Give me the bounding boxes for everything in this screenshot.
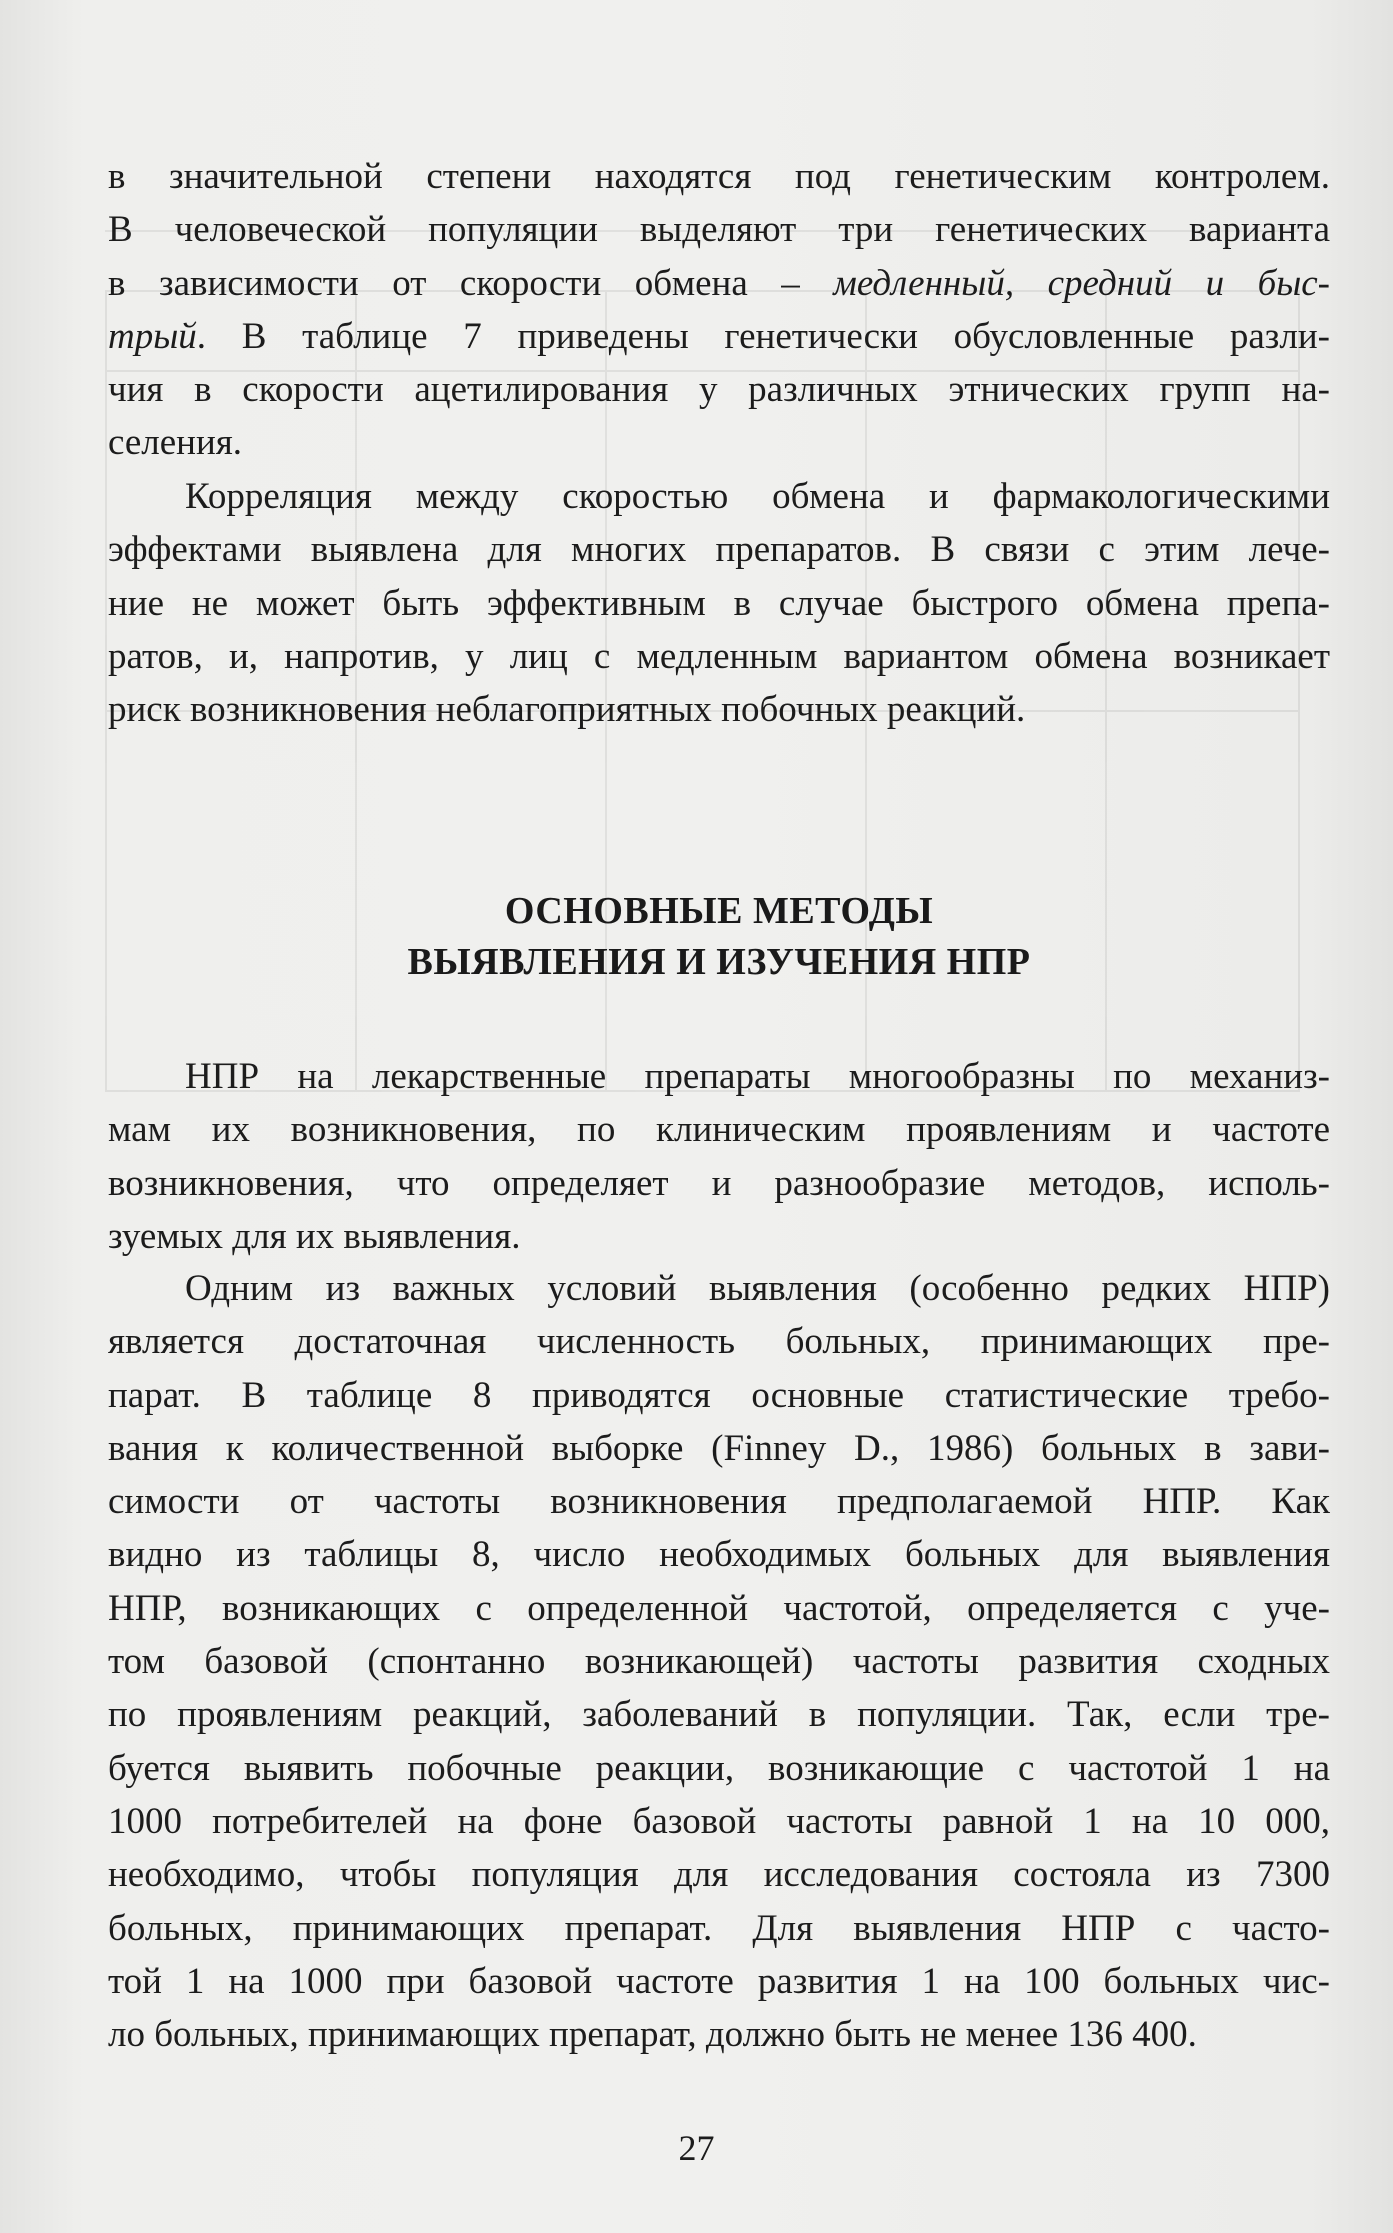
text-line: ние не может быть эффективным в случае быстрого обмена препа- <box>108 582 1330 624</box>
text-line: парат. В таблице 8 приводятся основные статистические требо- <box>108 1374 1330 1416</box>
heading-line: ОСНОВНЫЕ МЕТОДЫ <box>504 890 934 932</box>
text-line: селения. <box>108 422 243 464</box>
italic-text: трый <box>108 315 197 357</box>
text-line: эффектами выявлена для многих препаратов. В связи с этим лече- <box>108 529 1330 571</box>
text-line: зуемых для их выявления. <box>108 1215 521 1257</box>
text-line: больных, принимающих препарат. Для выявления НПР с часто- <box>108 1907 1330 1949</box>
heading-line: ВЫЯВЛЕНИЯ И ИЗУЧЕНИЯ НПР <box>407 941 1031 983</box>
paragraph-sample-size <box>108 1262 1330 2061</box>
italic-text: медленный, средний и быс- <box>833 262 1330 304</box>
text-line: НПР на лекарственные препараты многообразны по механиз- <box>185 1056 1330 1097</box>
text-line: буется выявить побочные реакции, возникающие с частотой 1 на <box>108 1747 1330 1789</box>
text-line: по проявлениям реакций, заболеваний в популяции. Так, если тре- <box>108 1694 1330 1736</box>
text-line: необходимо, чтобы популяция для исследования состояла из 7300 <box>108 1854 1330 1896</box>
text-line: ратов, и, напротив, у лиц с медленным вариантом обмена возникает <box>108 635 1330 677</box>
text-line: НПР, возникающих с определенной частотой, определяется с уче- <box>108 1587 1330 1629</box>
text-span: . В таблице 7 приведены генетически обусловленные разли- <box>196 315 1330 357</box>
text-line: возникновения, что определяет и разнообразие методов, исполь- <box>108 1162 1330 1204</box>
text-line: мам их возникновения, по клиническим проявлениям и частоте <box>108 1109 1330 1151</box>
page-number: 27 <box>678 2128 715 2168</box>
paragraph-adr-diversity <box>108 1050 1330 1263</box>
text-line: чия в скорости ацетилирования у различных этнических групп на- <box>108 369 1330 411</box>
text-line: является достаточная численность больных, принимающих пре- <box>108 1321 1330 1363</box>
text-line: В человеческой популяции выделяют три генетических варианта <box>108 209 1330 251</box>
text-span: в зависимости от скорости обмена – <box>108 262 834 304</box>
text-line: симости от частоты возникновения предполагаемой НПР. Как <box>108 1481 1330 1523</box>
text-line: Корреляция между скоростью обмена и фармакологическими <box>185 476 1330 517</box>
text-line: риск возникновения неблагоприятных побочных реакций. <box>108 689 1026 731</box>
text-line: том базовой (спонтанно возникающей) частоты развития сходных <box>108 1641 1330 1683</box>
paragraph-acetylation-genetics <box>108 150 1330 470</box>
text-line: вания к количественной выборке (Finney D., 1986) больных в зави- <box>108 1427 1330 1469</box>
section-heading <box>108 886 1330 988</box>
text-line: 1000 потребителей на фоне базовой частоты равной 1 на 10 000, <box>108 1800 1330 1842</box>
text-line: ло больных, принимающих препарат, должно быть не менее 136 400. <box>108 2014 1197 2056</box>
text-line: видно из таблицы 8, число необходимых больных для выявления <box>108 1534 1330 1576</box>
text-line <box>108 310 1330 363</box>
text-line: Одним из важных условий выявления (особенно редких НПР) <box>185 1268 1330 1309</box>
text-line: той 1 на 1000 при базовой частоте развития 1 на 100 больных чис- <box>108 1960 1330 2002</box>
text-line: в значительной степени находятся под генетическим контролем. <box>108 156 1330 197</box>
text-line <box>108 257 1330 310</box>
paragraph-correlation <box>108 470 1330 736</box>
